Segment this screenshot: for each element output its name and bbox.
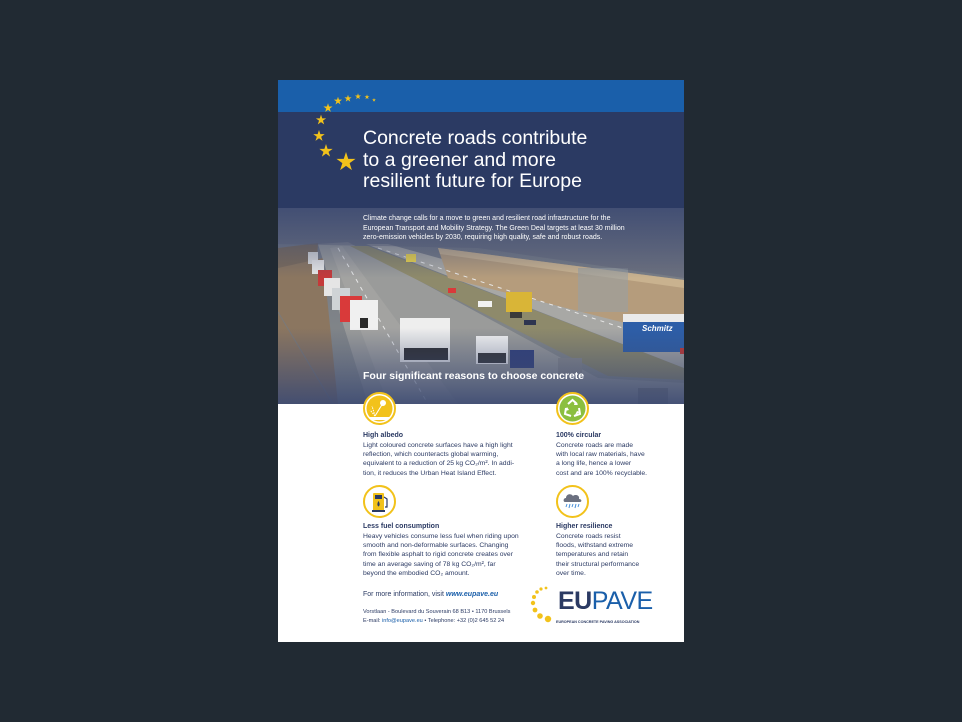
recycle-icon xyxy=(556,392,589,425)
more-info-text: For more information, visit xyxy=(363,591,444,598)
reason-line: with local raw materials, have xyxy=(556,451,645,459)
reason-title-high-albedo: High albedo xyxy=(363,432,404,439)
reason-line: a long life, hence a lower xyxy=(556,460,632,468)
page-title xyxy=(363,128,663,193)
eupave-logo xyxy=(530,584,660,628)
reason-line: equivalent to a reduction of 25 kg CO₂/m². In addi- xyxy=(363,460,515,468)
fuel-pump-icon xyxy=(363,485,396,518)
reason-line: from flexible asphalt to rigid concrete creates over xyxy=(363,551,513,559)
reason-text-resilience xyxy=(556,532,676,578)
more-info-line xyxy=(363,591,498,598)
intro-paragraph xyxy=(363,214,663,243)
email-label: E-mail: xyxy=(363,618,381,624)
reason-line: smooth and non-deformable surfaces. Changing xyxy=(363,542,509,550)
reason-line: Concrete roads are made xyxy=(556,442,634,449)
rain-cloud-icon xyxy=(556,485,589,518)
reason-title-resilience: Higher resilience xyxy=(556,523,613,530)
reason-line: over time. xyxy=(556,569,586,577)
title-line: resilient future for Europe xyxy=(363,170,582,192)
reason-text-less-fuel xyxy=(363,532,553,578)
reason-line: Concrete roads resist xyxy=(556,533,621,540)
reason-line: Heavy vehicles consume less fuel when riding upon xyxy=(363,533,519,540)
reason-line: their structural performance xyxy=(556,560,640,568)
phone-text: • Telephone: +32 (0)2 645 52 24 xyxy=(424,618,505,624)
reason-line: reflection, which counteracts global warming, xyxy=(363,451,499,459)
logo-eu: EU xyxy=(558,587,592,615)
address-line: Vorstlaan - Boulevard du Souverain 68 B13 • 1170 Brussels xyxy=(363,609,511,615)
reason-line: beyond the embodied CO₂ amount. xyxy=(363,569,470,577)
intro-line: zero-emission vehicles by 2030, requiring high quality, safe and robust roads. xyxy=(363,234,603,242)
website-link[interactable]: www.eupave.eu xyxy=(445,591,499,598)
reason-text-high-albedo xyxy=(363,441,533,478)
logo-subtitle: EUROPEAN CONCRETE PAVING ASSOCIATION xyxy=(556,620,640,624)
reason-line: time an average saving of 78 kg CO₂/m², far xyxy=(363,560,496,568)
flyer-page xyxy=(278,80,684,642)
intro-line: European Transport and Mobility Strategy. The Green Deal targets at least 30 million xyxy=(363,224,625,232)
reasons-heading: Four significant reasons to choose concrete xyxy=(363,370,585,382)
email-link[interactable]: info@eupave.eu xyxy=(381,618,423,624)
reason-line: cost and are 100% recyclable. xyxy=(556,469,648,477)
reason-text-circular xyxy=(556,441,676,478)
reason-line: tion, it reduces the Urban Heat Island Effect. xyxy=(363,469,497,477)
reason-line: temperatures and retain xyxy=(556,551,629,559)
reason-title-circular: 100% circular xyxy=(556,432,602,439)
logo-pave: PAVE xyxy=(591,587,653,615)
reason-title-less-fuel: Less fuel consumption xyxy=(363,523,440,530)
title-line: to a greener and more xyxy=(363,148,556,171)
sun-reflection-icon xyxy=(363,392,396,425)
reason-line: floods, withstand extreme xyxy=(556,542,634,550)
title-line: Concrete roads contribute xyxy=(363,127,588,149)
reason-line: Light coloured concrete surfaces have a high light xyxy=(363,442,513,449)
logo-wordmark xyxy=(558,587,653,616)
intro-line: Climate change calls for a move to green and resilient road infrastructure for the xyxy=(363,215,611,222)
